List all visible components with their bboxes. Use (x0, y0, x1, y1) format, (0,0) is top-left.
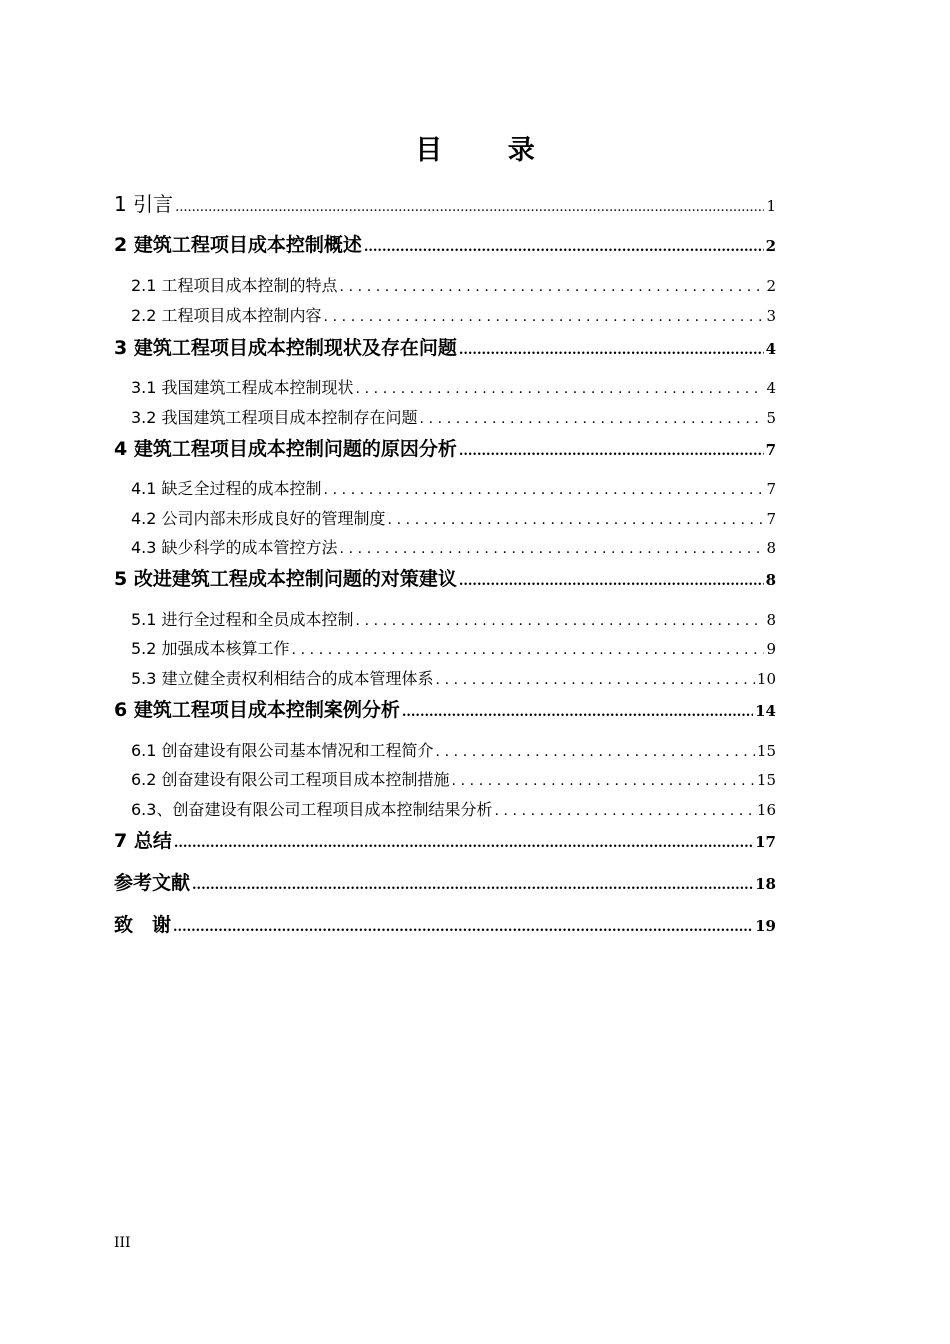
toc-entry-label: 4.1 缺乏全过程的成本控制 (131, 479, 322, 498)
toc-entry-1[interactable] (114, 188, 776, 217)
toc-entry-page: 17 (755, 833, 776, 851)
toc-entry-label: 2 建筑工程项目成本控制概述 (114, 234, 362, 256)
toc-entry-page: 8 (766, 539, 776, 557)
dot-leader (340, 279, 765, 295)
toc-entry-page: 7 (766, 480, 776, 498)
toc-entry-5[interactable] (114, 564, 776, 591)
toc-entry-acknowledgements[interactable] (114, 910, 776, 937)
toc-entry-label: 5.3 建立健全责权利相结合的成本管理体系 (131, 669, 434, 688)
toc-entry-4-1[interactable] (131, 476, 776, 499)
toc-entry-5-1[interactable] (131, 607, 776, 630)
toc-entry-page: 7 (766, 510, 776, 528)
toc-entry-6-3[interactable] (131, 797, 776, 820)
dot-leader (356, 381, 765, 397)
toc-entry-page: 2 (766, 277, 776, 295)
toc-entry-5-2[interactable] (131, 636, 776, 659)
toc-entry-5-3[interactable] (131, 666, 776, 689)
toc-entry-3-2[interactable] (131, 405, 776, 428)
toc-entry-page: 8 (765, 571, 776, 589)
dot-leader (324, 482, 765, 498)
toc-entry-label: 4.2 公司内部未形成良好的管理制度 (131, 509, 386, 528)
toc-entry-page: 8 (766, 611, 776, 629)
toc-entry-2-2[interactable] (131, 303, 776, 326)
toc-entry-page: 9 (766, 640, 776, 658)
dot-leader (494, 803, 754, 819)
dot-leader (364, 240, 764, 255)
toc-entry-label: 1 引言 (114, 192, 174, 216)
dot-leader (420, 411, 765, 427)
dot-leader (175, 200, 764, 215)
toc-entry-page: 4 (765, 340, 776, 358)
toc-entry-4-2[interactable] (131, 506, 776, 529)
dot-leader (459, 444, 764, 459)
toc-entry-page: 18 (755, 875, 776, 893)
toc-entry-label: 6.2 创奋建设有限公司工程项目成本控制措施 (131, 770, 450, 789)
dot-leader (324, 309, 765, 325)
toc-entry-4[interactable] (114, 434, 776, 461)
page-number: III (114, 1235, 131, 1251)
toc-entry-page: 4 (766, 379, 776, 397)
toc-entry-label: 5.2 加强成本核算工作 (131, 639, 290, 658)
toc-entry-2[interactable] (114, 230, 776, 257)
toc-entry-4-3[interactable] (131, 535, 776, 558)
dot-leader (436, 744, 755, 760)
dot-leader (192, 878, 753, 893)
dot-leader (340, 541, 765, 557)
toc-entry-page: 1 (766, 197, 776, 215)
toc-entry-6-1[interactable] (131, 738, 776, 761)
toc-entry-page: 19 (755, 917, 776, 935)
toc-entry-label: 3 建筑工程项目成本控制现状及存在问题 (114, 337, 457, 359)
toc-entry-label: 4.3 缺少科学的成本管控方法 (131, 538, 338, 557)
toc-entry-page: 7 (765, 441, 776, 459)
toc-entry-page: 2 (765, 237, 776, 255)
toc-title: 目 录 (415, 135, 563, 166)
toc-entry-3[interactable] (114, 333, 776, 360)
dot-leader (356, 613, 765, 629)
dot-leader (174, 836, 753, 851)
toc-entry-page: 5 (766, 409, 776, 427)
toc-entry-3-1[interactable] (131, 375, 776, 398)
dot-leader (452, 773, 755, 789)
dot-leader (459, 574, 764, 589)
toc-entry-label: 2.1 工程项目成本控制的特点 (131, 276, 338, 295)
toc-entry-label: 3.2 我国建筑工程项目成本控制存在问题 (131, 408, 418, 427)
toc-entry-2-1[interactable] (131, 273, 776, 296)
toc-entry-6-2[interactable] (131, 767, 776, 790)
toc-entry-page: 10 (756, 670, 776, 688)
toc-entry-label: 7 总结 (114, 830, 172, 852)
dot-leader (173, 920, 753, 935)
dot-leader (388, 512, 765, 528)
dot-leader (292, 642, 765, 658)
toc-entry-7[interactable] (114, 826, 776, 853)
toc-entry-6[interactable] (114, 695, 776, 722)
toc-entry-page: 15 (756, 771, 776, 789)
toc-entry-label: 3.1 我国建筑工程成本控制现状 (131, 378, 354, 397)
toc-entry-label: 致 谢 (114, 914, 172, 936)
toc-entry-label: 4 建筑工程项目成本控制问题的原因分析 (114, 438, 457, 460)
dot-leader (402, 705, 753, 720)
toc-entry-label: 6.1 创奋建设有限公司基本情况和工程简介 (131, 741, 434, 760)
toc-entry-label: 参考文献 (114, 872, 191, 894)
dot-leader (459, 343, 764, 358)
toc-entry-label: 6 建筑工程项目成本控制案例分析 (114, 699, 400, 721)
toc-entry-references[interactable] (114, 868, 776, 895)
toc-entry-label: 2.2 工程项目成本控制内容 (131, 306, 322, 325)
toc-entry-page: 3 (766, 307, 776, 325)
toc-entry-label: 5.1 进行全过程和全员成本控制 (131, 610, 354, 629)
toc-entry-label: 6.3、创奋建设有限公司工程项目成本控制结果分析 (131, 800, 493, 819)
toc-entry-page: 16 (756, 801, 776, 819)
toc-entry-page: 15 (756, 742, 776, 760)
toc-entry-page: 14 (755, 702, 776, 720)
dot-leader (436, 672, 755, 688)
toc-entry-label: 5 改进建筑工程成本控制问题的对策建议 (114, 568, 457, 590)
